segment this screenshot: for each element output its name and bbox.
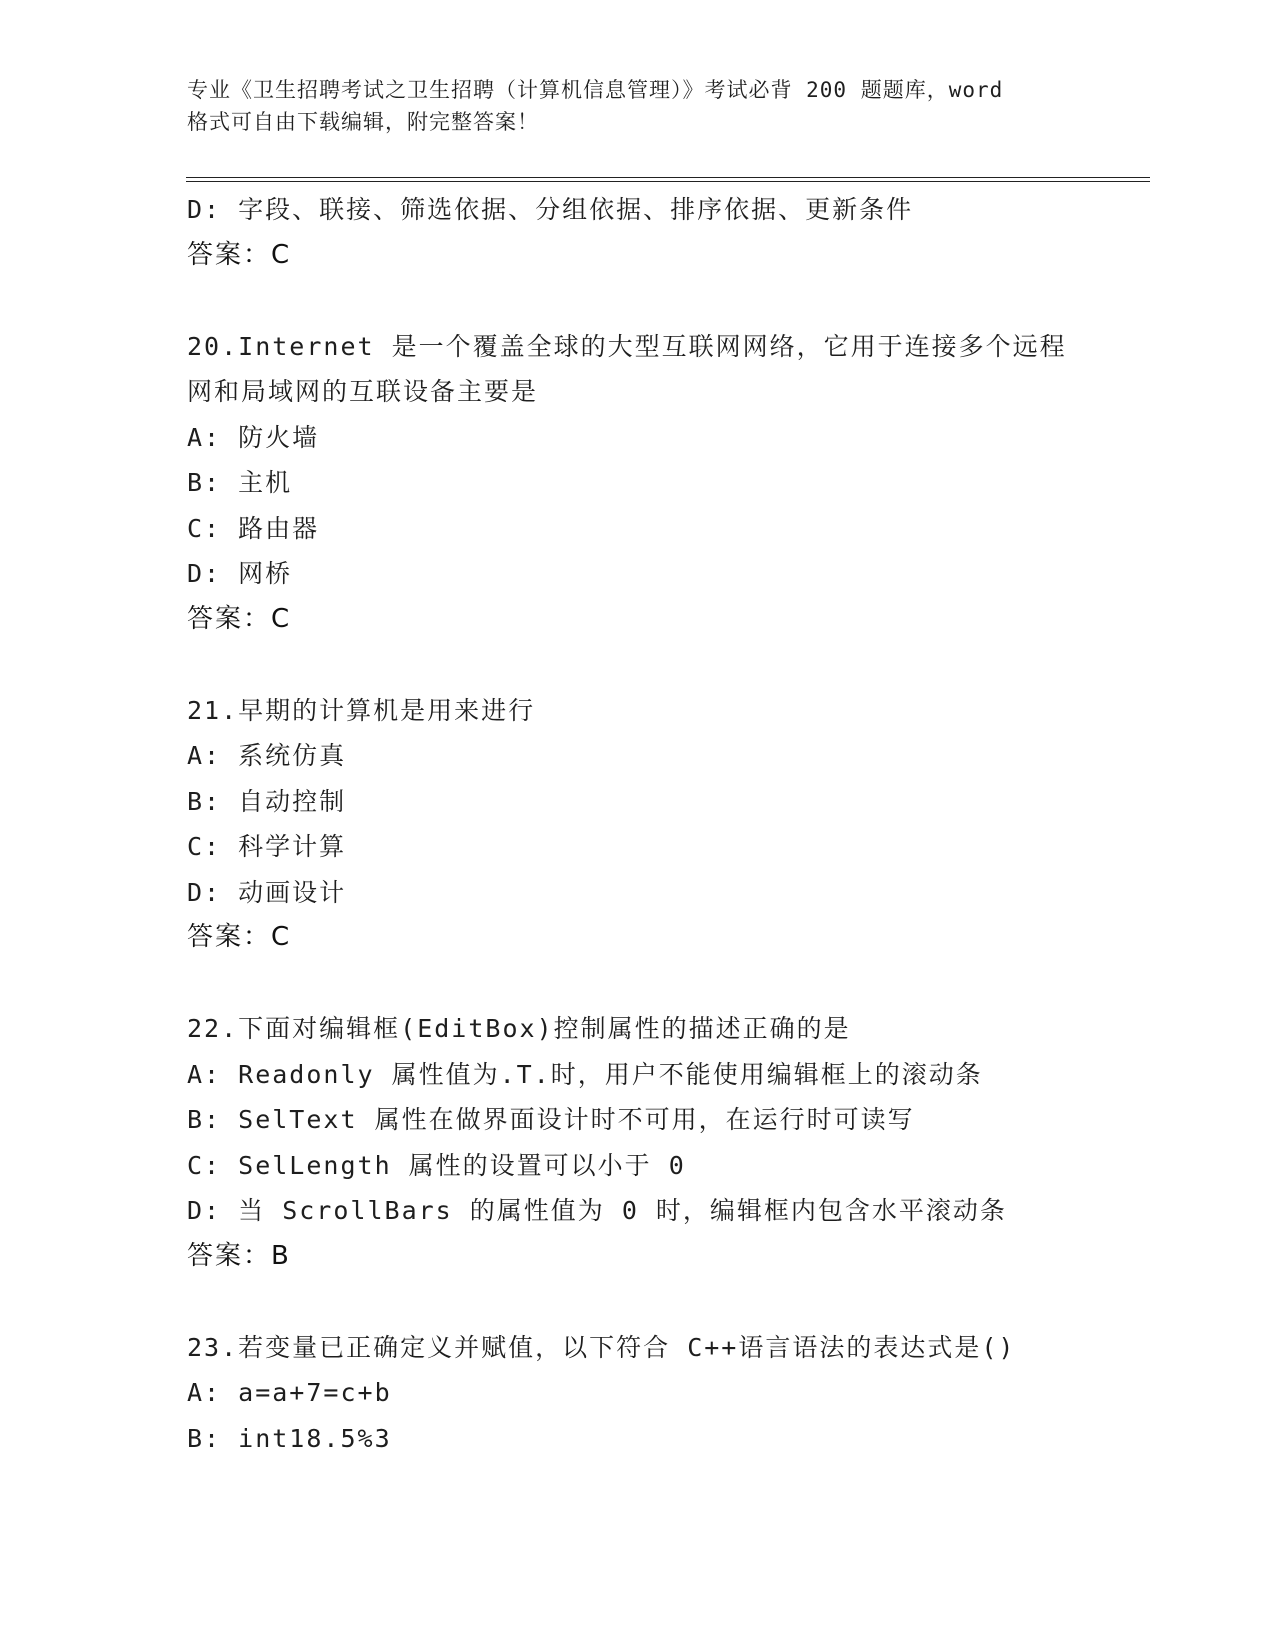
header-divider-bottom	[186, 181, 1150, 182]
question-21	[187, 688, 1147, 961]
option-b: B: SelText 属性在做界面设计时不可用，在运行时可读写	[187, 1105, 915, 1134]
header-line-2: 格式可自由下载编辑，附完整答案！	[187, 110, 539, 134]
question-22	[187, 1006, 1147, 1279]
spacer	[187, 1279, 1147, 1325]
question-19-answer: 答案：C	[187, 239, 292, 270]
option-a: A: Readonly 属性值为.T.时，用户不能使用编辑框上的滚动条	[187, 1059, 983, 1089]
document-body	[187, 187, 1147, 1461]
header-line-1: 专业《卫生招聘考试之卫生招聘（计算机信息管理）》考试必背 200 题题库，word	[187, 78, 1004, 102]
option-b: B: 主机	[187, 468, 293, 497]
question-19-option-d: D: 字段、联接、筛选依据、分组依据、排序依据、更新条件	[187, 195, 914, 224]
question-stem-continued: 网和局域网的互联设备主要是	[187, 377, 539, 406]
spacer	[187, 961, 1147, 1007]
spacer	[187, 278, 1147, 324]
document-header	[187, 74, 1107, 138]
answer: 答案：C	[187, 603, 292, 634]
option-c: C: SelLength 属性的设置可以小于 0	[187, 1150, 686, 1180]
spacer	[187, 642, 1147, 688]
question-stem: 21.早期的计算机是用来进行	[187, 695, 536, 725]
answer: 答案：B	[187, 1240, 291, 1271]
option-d: D: 动画设计	[187, 877, 347, 907]
option-b: B: int18.5%3	[187, 1423, 392, 1453]
header-divider-top	[186, 177, 1150, 178]
option-d: D: 网桥	[187, 559, 293, 588]
answer: 答案：C	[187, 922, 292, 952]
option-a: A: a=a+7=c+b	[187, 1378, 392, 1407]
option-a: A: 系统仿真	[187, 741, 347, 770]
option-a: A: 防火墙	[187, 422, 320, 452]
question-stem: 22.下面对编辑框(EditBox)控制属性的描述正确的是	[187, 1014, 851, 1043]
question-20	[187, 324, 1147, 643]
option-b: B: 自动控制	[187, 786, 347, 816]
option-c: C: 科学计算	[187, 832, 347, 861]
question-stem: 23.若变量已正确定义并赋值，以下符合 C++语言语法的表达式是()	[187, 1332, 1016, 1362]
option-c: C: 路由器	[187, 513, 320, 543]
option-d: D: 当 ScrollBars 的属性值为 0 时，编辑框内包含水平滚动条	[187, 1196, 1007, 1225]
question-23	[187, 1325, 1147, 1462]
question-stem: 20.Internet 是一个覆盖全球的大型互联网网络，它用于连接多个远程	[187, 331, 1067, 361]
